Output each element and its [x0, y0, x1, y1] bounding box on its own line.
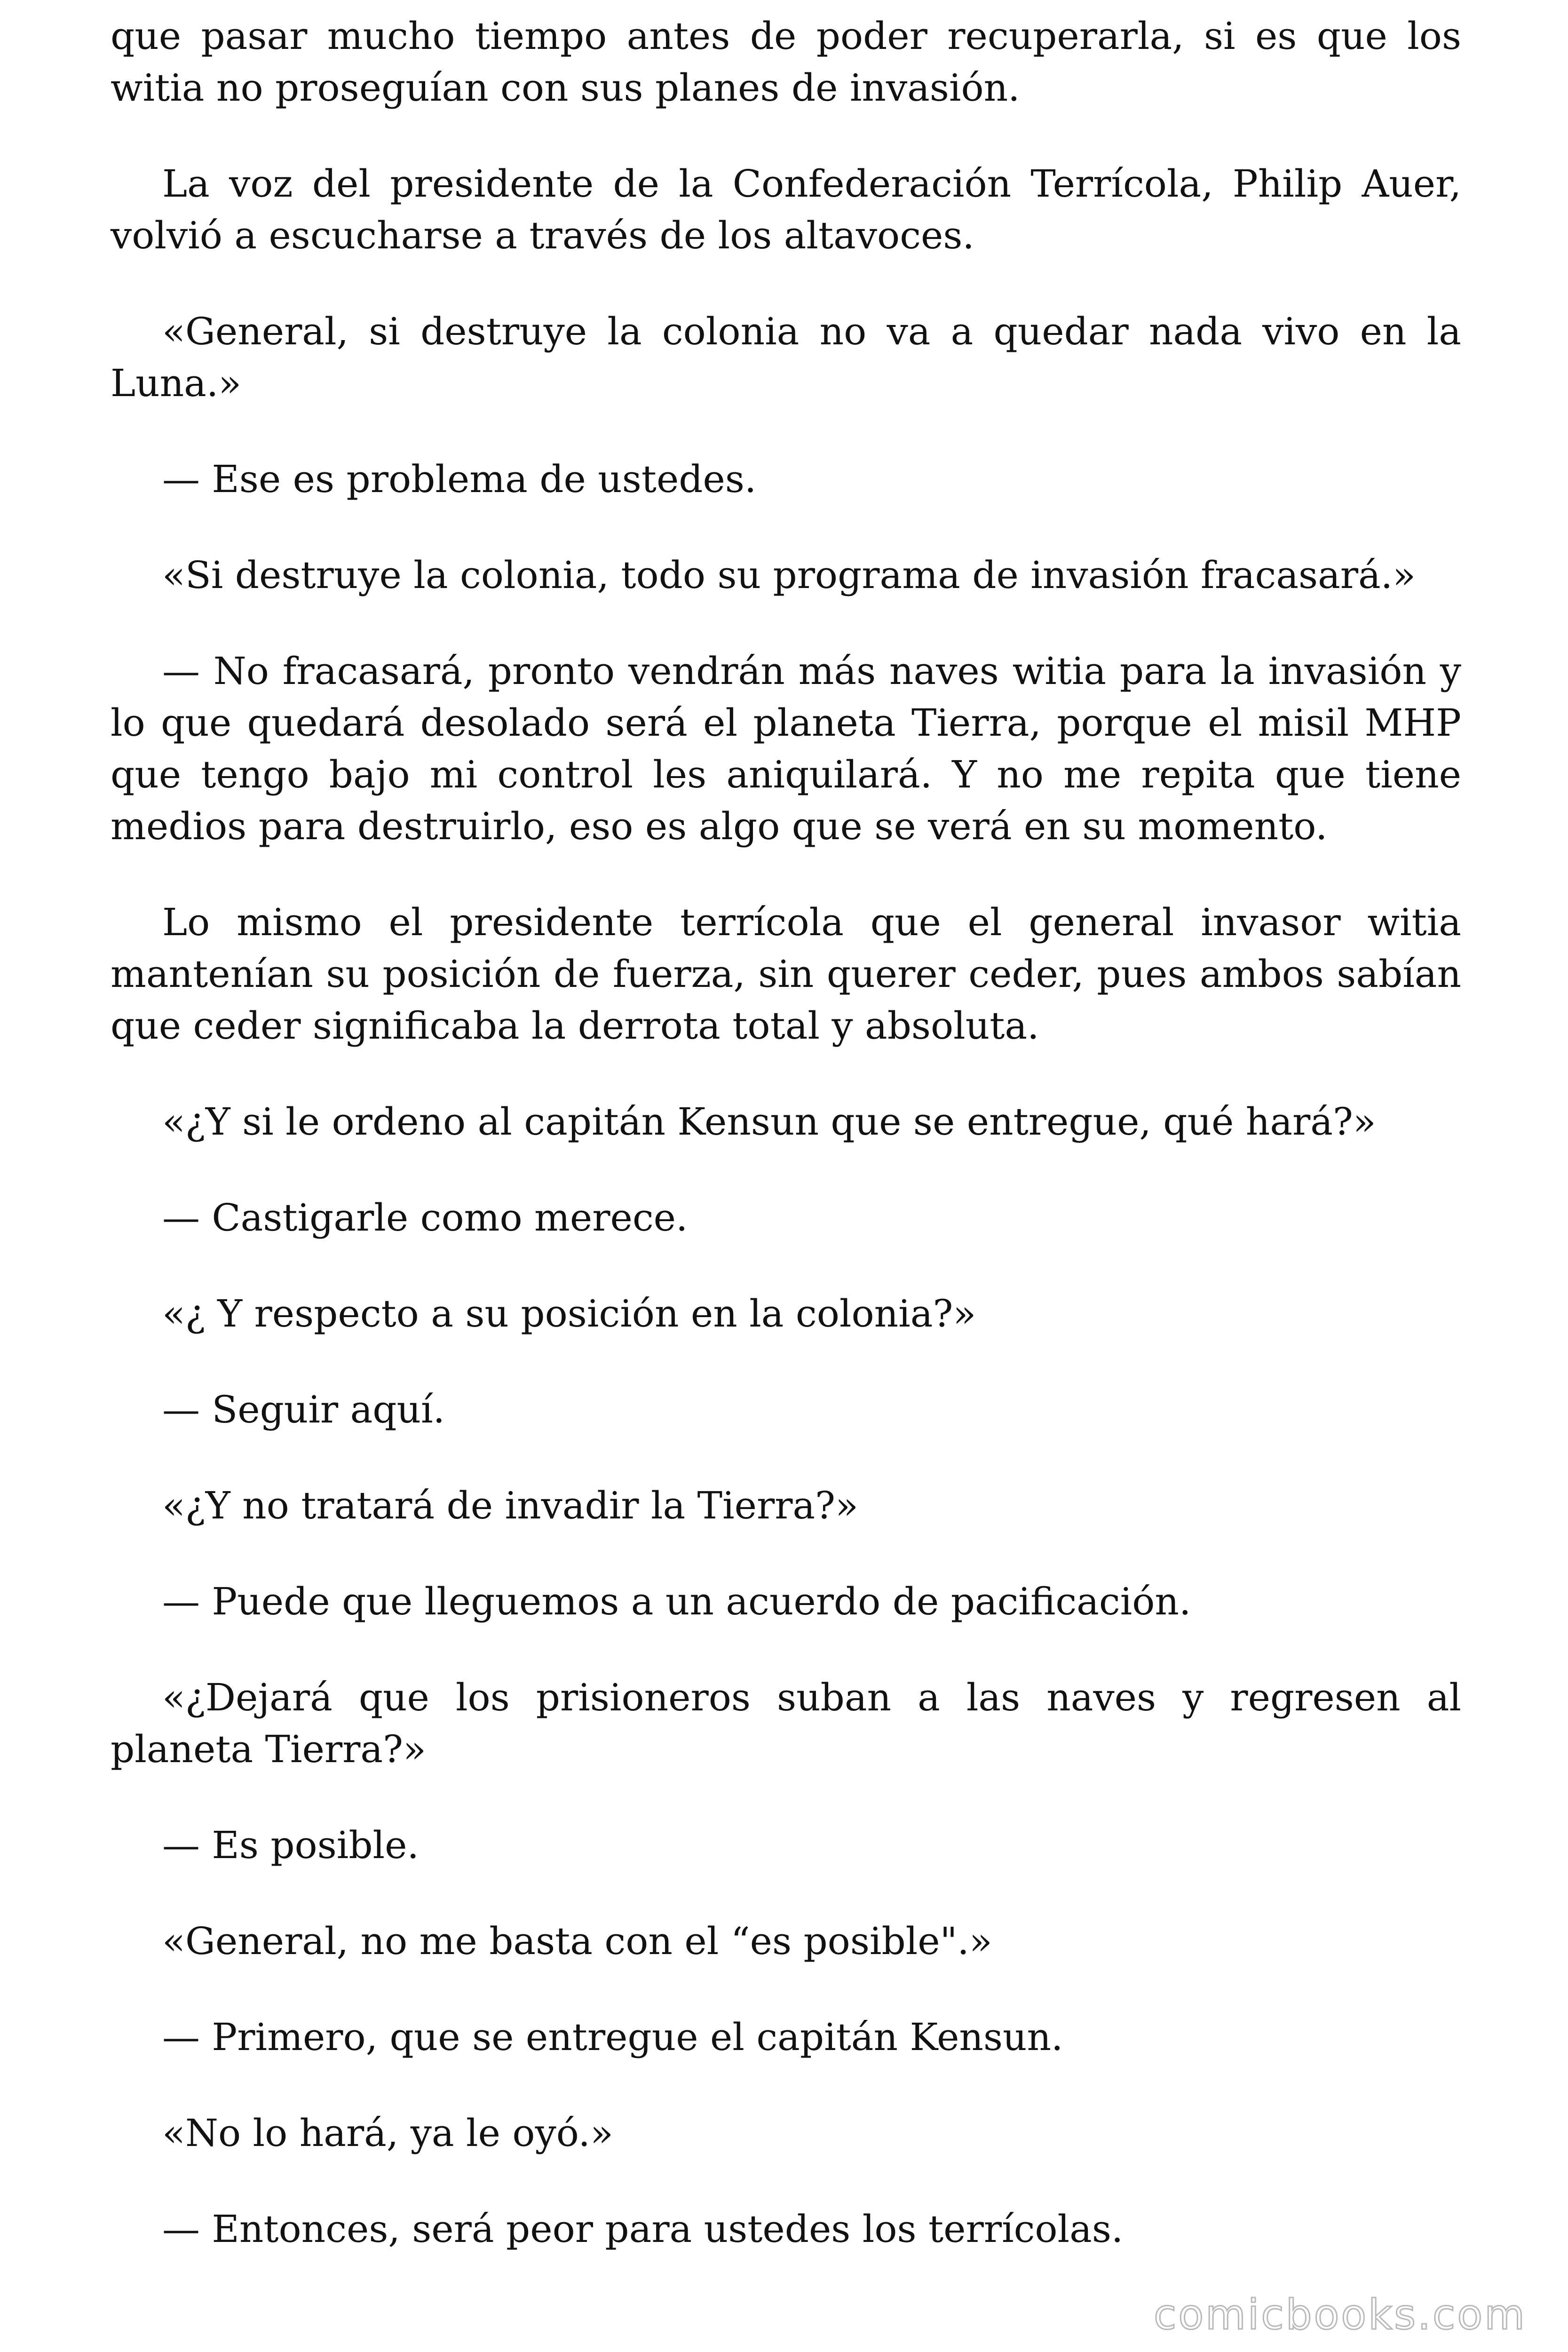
paragraph-18: «No lo hará, ya le oyó.» — [162, 2111, 613, 2155]
paragraph-8: «¿Y si le ordeno al capitán Kensun que se entregue, qué hará?» — [162, 1100, 1376, 1144]
page-text-body — [111, 10, 1461, 2299]
watermark: comicbooks.com — [1153, 2290, 1527, 2339]
paragraph-17: — Primero, que se entregue el capitán Kensun. — [162, 2015, 1063, 2059]
paragraph-3: «General, si destruye la colonia no va a quedar nada vivo en la Luna.» — [111, 310, 1461, 405]
paragraph-16: «General, no me basta con el “es posible".» — [162, 1919, 992, 1963]
paragraph-10: «¿ Y respecto a su posición en la colonia?» — [162, 1292, 976, 1335]
paragraph-2: La voz del presidente de la Confederación Terrícola, Philip Auer, volvió a escucharse a través de los altavoces. — [111, 162, 1461, 257]
paragraph-6: — No fracasará, pronto vendrán más naves witia para la invasión y lo que quedará desolado será el planeta Tierra, porque el misil MHP que tengo bajo mi control les aniquilará. Y no me repita que tiene medios para destruirlo, eso es algo que se verá en su momento. — [111, 649, 1461, 848]
paragraph-4: — Ese es problema de ustedes. — [162, 457, 757, 501]
paragraph-1: que pasar mucho tiempo antes de poder recuperarla, si es que los witia no proseguían con sus planes de invasión. — [111, 14, 1461, 110]
paragraph-5: «Si destruye la colonia, todo su programa de invasión fracasará.» — [162, 553, 1416, 597]
paragraph-15: — Es posible. — [162, 1823, 419, 1867]
paragraph-13: — Puede que lleguemos a un acuerdo de pacificación. — [162, 1580, 1191, 1623]
paragraph-11: — Seguir aquí. — [162, 1388, 445, 1431]
paragraph-9: — Castigarle como merece. — [162, 1196, 688, 1240]
paragraph-7: Lo mismo el presidente terrícola que el general invasor witia mantenían su posición de fuerza, sin querer ceder, pues ambos sabían que ceder significaba la derrota total y absoluta. — [111, 900, 1461, 1048]
paragraph-19: — Entonces, será peor para ustedes los terrícolas. — [162, 2207, 1124, 2251]
paragraph-12: «¿Y no tratará de invadir la Tierra?» — [162, 1484, 858, 1527]
paragraph-14: «¿Dejará que los prisioneros suban a las naves y regresen al planeta Tierra?» — [111, 1676, 1461, 1771]
